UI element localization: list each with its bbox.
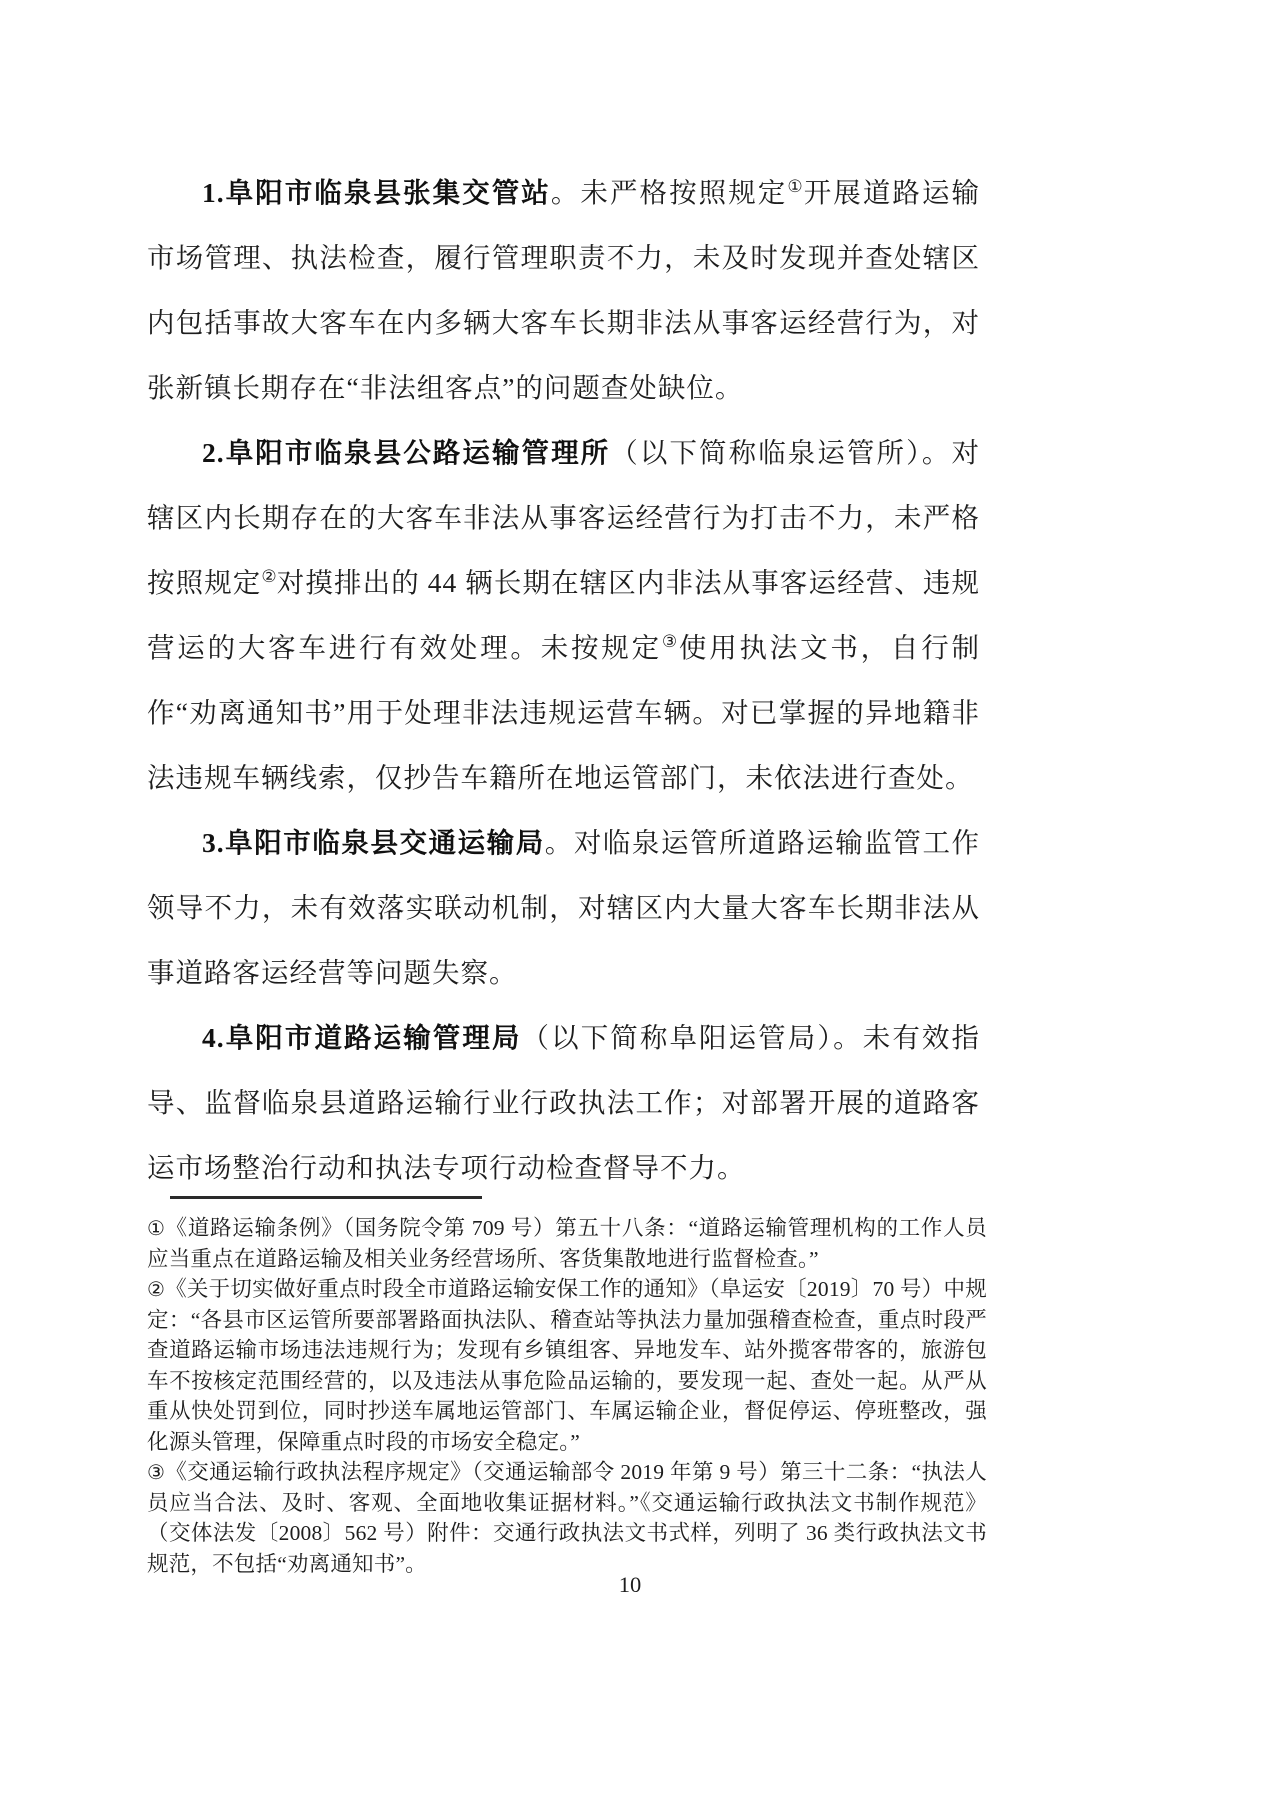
footnote-2-marker: ② [147,1277,166,1301]
paragraph-2-text: （以下简称临泉运管所）。对辖区内长期存在的大客车非法从事客运经营行为打击不力，未严格按照规定 [147,437,981,598]
paragraph-2-text: 对摸排出的 44 辆长期在辖区内非法从事客运经营、违规营运的大客车进行有效处理。未按规定 [147,567,981,663]
document-body [147,160,980,1200]
footnote-ref-2: ② [261,566,277,587]
paragraph-1-lead: 1.阜阳市临泉县张集交管站 [202,177,551,208]
paragraph-3-text: 。对临泉运管所道路运输监管工作领导不力，未有效落实联动机制，对辖区内大量大客车长期非法从事道路客运经营等问题失察。 [147,827,981,988]
page-number: 10 [618,1572,642,1597]
paragraph-2-text: 使用执法文书，自行制作“劝离通知书”用于处理非法违规运营车辆。对已掌握的异地籍非法违规车辆线索，仅抄告车籍所在地运管部门，未依法进行查处。 [147,632,980,793]
paragraph-1-text: 。未严格按照规定 [550,177,788,208]
paragraph-4-lead: 4.阜阳市道路运输管理局 [202,1022,522,1053]
footnote-1 [147,1213,987,1274]
paragraph-4 [147,1005,980,1200]
paragraph-3-lead: 3.阜阳市临泉县交通运输局 [202,827,545,858]
footnote-2 [147,1274,987,1457]
paragraph-4-text: （以下简称阜阳运管局）。未有效指导、监督临泉县道路运输行业行政执法工作；对部署开展的道路客运市场整治行动和执法专项行动检查督导不力。 [147,1022,981,1183]
footnote-2-text: 《关于切实做好重点时段全市道路运输安保工作的通知》（阜运安〔2019〕70 号）中规定：“各县市区运管所要部署路面执法队、稽查站等执法力量加强稽查检查，重点时段严查道路运输市场违法违规行为；发现有乡镇组客、异地发车、站外揽客带客的，旅游包车不按核定范围经营的，以及违法从事危险品运输的，要发现一起、查处一起。从严从重从快处罚到位，同时抄送车属地运管部门、车属运输企业，督促停运、停班整改，强化源头管理，保障重点时段的市场安全稳定。” [147,1277,987,1454]
footnote-3-marker: ③ [147,1460,166,1484]
paragraph-3 [147,810,980,1005]
paragraph-2 [147,420,980,810]
paragraph-2-lead: 2.阜阳市临泉县公路运输管理所 [202,437,611,468]
footnote-3 [147,1457,987,1579]
footnotes-section [147,1196,987,1579]
footnote-3-text: 《交通运输行政执法程序规定》（交通运输部令 2019 年第 9 号）第三十二条：“执法人员应当合法、及时、客观、全面地收集证据材料。”《交通运输行政执法文书制作规范》（交体法发〔2008〕562 号）附件：交通行政执法文书式样，列明了 36 类行政执法文书规范，不包括“劝离通知书”。 [147,1460,987,1576]
footnote-separator [170,1196,482,1199]
footnote-ref-3: ③ [661,631,679,652]
footnote-1-text: 《道路运输条例》（国务院令第 709 号）第五十八条：“道路运输管理机构的工作人员应当重点在道路运输及相关业务经营场所、客货集散地进行监督检查。” [147,1216,987,1271]
footnote-1-marker: ① [147,1216,166,1240]
paragraph-1-text: 开展道路运输市场管理、执法检查，履行管理职责不力，未及时发现并查处辖区内包括事故大客车在内多辆大客车长期非法从事客运经营行为，对张新镇长期存在“非法组客点”的问题查处缺位。 [147,177,981,403]
paragraph-1 [147,160,980,420]
footnote-ref-1: ① [787,176,804,197]
